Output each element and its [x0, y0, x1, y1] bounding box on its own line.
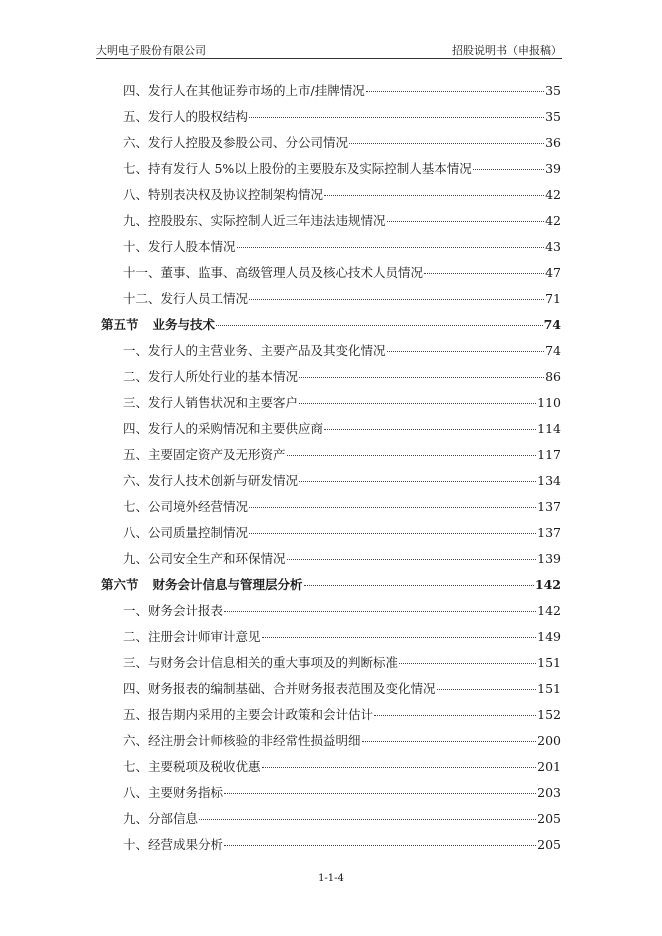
toc-entry-page: 71 — [545, 291, 561, 306]
toc-entry-page: 142 — [537, 603, 561, 618]
toc-entry-label: 四、财务报表的编制基础、合并财务报表范围及变化情况 — [123, 681, 436, 696]
toc-entry[interactable] — [123, 185, 561, 207]
dot-leader — [387, 221, 545, 222]
dot-leader — [249, 507, 536, 508]
toc-entry[interactable] — [123, 159, 561, 181]
dot-leader — [249, 117, 544, 118]
toc-entry[interactable] — [123, 679, 561, 701]
toc-entry[interactable] — [123, 107, 561, 129]
toc-entry-page: 137 — [537, 499, 561, 514]
toc-entry-page: 201 — [537, 759, 561, 774]
page-number: 1-1-4 — [318, 873, 344, 884]
toc-entry[interactable] — [123, 523, 561, 545]
dot-leader — [262, 767, 537, 768]
dot-leader — [437, 689, 537, 690]
toc-entry-page: 39 — [545, 161, 561, 176]
toc-entry-page: 47 — [545, 265, 561, 280]
toc-entry[interactable] — [123, 497, 561, 519]
dot-leader — [424, 273, 544, 274]
toc-entry[interactable] — [123, 809, 561, 831]
toc-entry-label: 十一、董事、监事、高级管理人员及核心技术人员情况 — [123, 265, 424, 280]
toc-entry-label: 十二、发行人员工情况 — [123, 291, 249, 306]
dot-leader — [349, 143, 544, 144]
toc-entry[interactable] — [123, 783, 561, 805]
dot-leader — [287, 559, 537, 560]
dot-leader — [387, 351, 545, 352]
toc-entry-label: 三、与财务会计信息相关的重大事项及的判断标准 — [123, 655, 399, 670]
company-name: 大明电子股份有限公司 — [96, 44, 206, 57]
dot-leader — [249, 533, 536, 534]
dot-leader — [199, 819, 536, 820]
toc-entry-page: 36 — [545, 135, 561, 150]
dot-leader — [249, 299, 544, 300]
toc-entry-label: 七、主要税项及税收优惠 — [123, 759, 261, 774]
toc-entry-label: 二、发行人所处行业的基本情况 — [123, 369, 299, 384]
dot-leader — [224, 611, 536, 612]
toc-entry-page: 117 — [537, 447, 561, 462]
toc-section-6[interactable] — [101, 575, 561, 597]
toc-entry-label: 一、发行人的主营业务、主要产品及其变化情况 — [123, 343, 386, 358]
toc-entry-label: 十、发行人股本情况 — [123, 239, 236, 254]
toc-entry-page: 42 — [545, 187, 561, 202]
toc-entry-label: 八、公司质量控制情况 — [123, 525, 249, 540]
toc-entry[interactable] — [123, 731, 561, 753]
page-header — [96, 40, 562, 59]
toc-entry-label: 三、发行人销售状况和主要客户 — [123, 395, 299, 410]
section-title: 业务与技术 — [152, 317, 216, 332]
toc-entry-page: 42 — [545, 213, 561, 228]
dot-leader — [299, 377, 544, 378]
toc-entry-page: 35 — [545, 109, 561, 124]
toc-entry-label: 九、公司安全生产和环保情况 — [123, 551, 286, 566]
toc-entry-page: 205 — [537, 837, 561, 852]
toc-entry-label: 四、发行人的采购情况和主要供应商 — [123, 421, 324, 436]
toc-entry-page: 200 — [537, 733, 561, 748]
dot-leader — [237, 247, 545, 248]
toc-entry[interactable] — [123, 81, 561, 103]
dot-leader — [299, 481, 536, 482]
toc-entry-label: 六、发行人技术创新与研发情况 — [123, 473, 299, 488]
toc-entry[interactable] — [123, 289, 561, 311]
section-title: 财务会计信息与管理层分析 — [152, 577, 303, 592]
toc-entry[interactable] — [123, 341, 561, 363]
toc-entry-label: 十、经营成果分析 — [123, 837, 224, 852]
toc-entry-page: 134 — [537, 473, 561, 488]
toc-entry[interactable] — [123, 653, 561, 675]
dot-leader — [362, 741, 537, 742]
toc-entry-page: 114 — [537, 421, 561, 436]
toc-entry-label: 八、主要财务指标 — [123, 785, 224, 800]
toc-entry-label: 九、控股股东、实际控制人近三年违法违规情况 — [123, 213, 386, 228]
toc-entry-page: 151 — [537, 655, 561, 670]
dot-leader — [224, 845, 536, 846]
toc-entry-label: 二、注册会计师审计意见 — [123, 629, 261, 644]
dot-leader — [399, 663, 536, 664]
dot-leader — [304, 585, 534, 586]
toc-entry[interactable] — [123, 627, 561, 649]
toc-entry[interactable] — [123, 601, 561, 623]
dot-leader — [287, 455, 537, 456]
toc-entry-page: 86 — [545, 369, 561, 384]
toc-entry[interactable] — [123, 549, 561, 571]
toc-entry-label: 六、经注册会计师核验的非经常性损益明细 — [123, 733, 361, 748]
toc-entry-label: 八、特别表决权及协议控制架构情况 — [123, 187, 324, 202]
toc-entry[interactable] — [123, 211, 561, 233]
toc-entry-label: 六、发行人控股及参股公司、分公司情况 — [123, 135, 349, 150]
dot-leader — [366, 91, 544, 92]
toc-entry-page: 149 — [537, 629, 561, 644]
toc-entry-page: 139 — [537, 551, 561, 566]
toc-entry-page: 142 — [534, 577, 561, 592]
toc-entry-page: 151 — [537, 681, 561, 696]
toc-entry[interactable] — [123, 133, 561, 155]
dot-leader — [262, 637, 537, 638]
toc-entry[interactable] — [123, 419, 561, 441]
toc-entry[interactable] — [123, 263, 561, 285]
toc-entry-label: 五、主要固定资产及无形资产 — [123, 447, 286, 462]
toc-entry-label: 一、财务会计报表 — [123, 603, 224, 618]
section-number: 第六节 — [101, 577, 139, 592]
toc-entry-page: 137 — [537, 525, 561, 540]
toc-entry-label: 七、持有发行人 5%以上股份的主要股东及实际控制人基本情况 — [123, 161, 472, 176]
dot-leader — [374, 715, 536, 716]
toc-entry[interactable] — [123, 393, 561, 415]
toc-entry-page: 74 — [543, 317, 561, 332]
dot-leader — [299, 403, 536, 404]
toc-entry[interactable] — [123, 445, 561, 467]
toc-entry-page: 35 — [545, 83, 561, 98]
toc-entry-page: 205 — [537, 811, 561, 826]
toc-entry-label: 九、分部信息 — [123, 811, 199, 826]
toc-section-5[interactable] — [101, 315, 561, 337]
toc-entry[interactable] — [123, 835, 561, 857]
toc-entry-label: 五、报告期内采用的主要会计政策和会计估计 — [123, 707, 374, 722]
toc-entry-page: 152 — [537, 707, 561, 722]
dot-leader — [473, 169, 544, 170]
dot-leader — [216, 325, 543, 326]
dot-leader — [224, 793, 536, 794]
toc-entry-label: 四、发行人在其他证券市场的上市/挂牌情况 — [123, 83, 365, 98]
toc-entry-page: 74 — [545, 343, 561, 358]
toc-entry[interactable] — [123, 367, 561, 389]
toc-entry[interactable] — [123, 757, 561, 779]
toc-entry[interactable] — [123, 237, 561, 259]
toc-entry[interactable] — [123, 471, 561, 493]
toc-entry-page: 203 — [537, 785, 561, 800]
toc-entry-label: 七、公司境外经营情况 — [123, 499, 249, 514]
dot-leader — [324, 429, 536, 430]
toc-entry-page: 43 — [545, 239, 561, 254]
section-number: 第五节 — [101, 317, 139, 332]
toc-entry-page: 110 — [537, 395, 561, 410]
dot-leader — [324, 195, 544, 196]
toc-entry[interactable] — [123, 705, 561, 727]
toc-entry-label: 五、发行人的股权结构 — [123, 109, 249, 124]
document-title: 招股说明书（申报稿） — [452, 44, 562, 57]
